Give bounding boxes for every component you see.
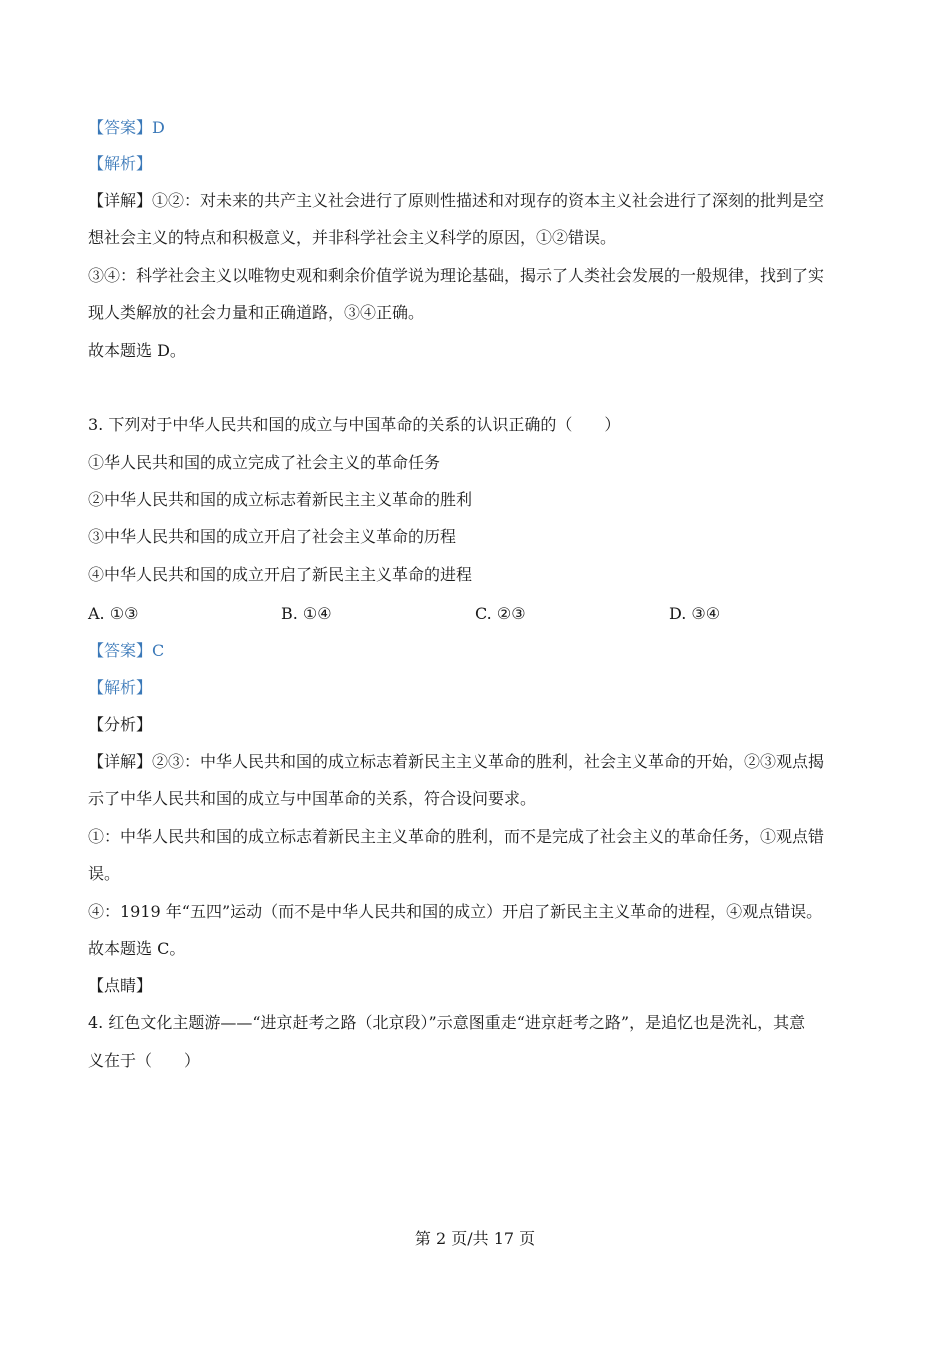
q2-detail-line: 【详解】①②：对未来的共产主义社会进行了原则性描述和对现存的资本主义社会进行了深刻的批判是空 (88, 191, 825, 210)
q3-fenxi-label: 【分析】 (88, 715, 153, 734)
q3-statement-4: ④中华人民共和国的成立开启了新民主主义革命的进程 (88, 565, 473, 584)
q4-stem: 义在于（ ） (88, 1051, 201, 1070)
q3-options (88, 603, 868, 625)
q2-conclusion: 故本题选 D。 (88, 341, 186, 360)
q4-stem: 4. 红色文化主题游——“进京赶考之路（北京段）”示意图重走“进京赶考之路”，是追忆也是洗礼，其意 (88, 1013, 806, 1032)
q3-dianjing-label: 【点睛】 (88, 976, 153, 995)
page-number-footer: 第 2 页/共 17 页 (414, 1229, 536, 1248)
q3-stem: 3. 下列对于中华人民共和国的成立与中国革命的关系的认识正确的（ ） (88, 415, 621, 434)
q2-detail-line: 想社会主义的特点和积极意义，并非科学社会主义科学的原因，①②错误。 (88, 228, 617, 247)
q2-analysis-label: 【解析】 (88, 154, 153, 173)
q3-statement-1: ①华人民共和国的成立完成了社会主义的革命任务 (88, 453, 441, 472)
q3-answer-label: 【答案】C (88, 641, 165, 660)
q3-statement-2: ②中华人民共和国的成立标志着新民主主义革命的胜利 (88, 490, 473, 509)
q3-option-a: A. ①③ (88, 604, 139, 623)
q3-analysis-label: 【解析】 (88, 678, 153, 697)
q3-detail-line: ①：中华人民共和国的成立标志着新民主主义革命的胜利，而不是完成了社会主义的革命任务，①观点错 (88, 827, 825, 846)
q3-statement-3: ③中华人民共和国的成立开启了社会主义革命的历程 (88, 527, 457, 546)
q3-detail-line: 【详解】②③：中华人民共和国的成立标志着新民主主义革命的胜利，社会主义革命的开始，②③观点揭 (88, 752, 825, 771)
q3-option-d: D. ③④ (669, 604, 721, 623)
q3-detail-line: 误。 (88, 864, 121, 883)
q3-option-b: B. ①④ (281, 604, 332, 623)
q2-detail-line: ③④：科学社会主义以唯物史观和剩余价值学说为理论基础，揭示了人类社会发展的一般规律，找到了实 (88, 266, 825, 285)
q3-conclusion: 故本题选 C。 (88, 939, 186, 958)
q2-answer-label: 【答案】D (88, 118, 165, 137)
q3-option-c: C. ②③ (475, 604, 526, 623)
q3-detail-line: ④：1919 年“五四”运动（而不是中华人民共和国的成立）开启了新民主主义革命的进程，④观点错误。 (88, 902, 823, 921)
q2-detail-line: 现人类解放的社会力量和正确道路，③④正确。 (88, 303, 425, 322)
q3-detail-line: 示了中华人民共和国的成立与中国革命的关系，符合设问要求。 (88, 789, 537, 808)
